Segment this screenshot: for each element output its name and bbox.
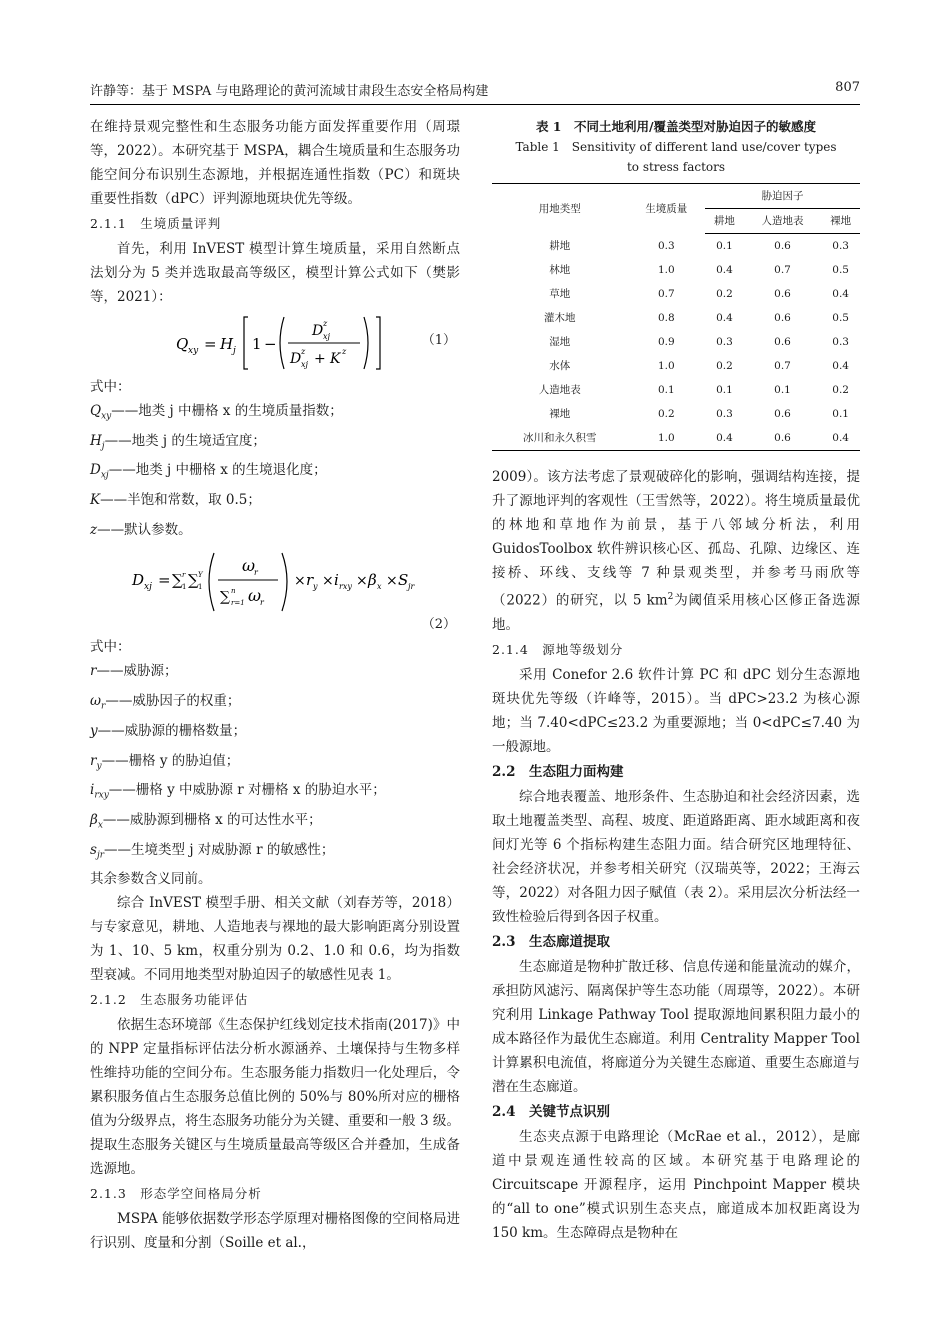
paragraph: 其余参数含义同前。 (90, 871, 212, 888)
table-subheader: 耕地 (705, 209, 744, 234)
table-1 (492, 183, 860, 451)
equation-1-number: （1） (421, 333, 456, 348)
table-cell: 人造地表 (538, 384, 581, 396)
definition-item (90, 659, 460, 689)
definition-item (90, 838, 460, 868)
table-cell: 0.6 (774, 336, 791, 348)
definition-symbol: H (90, 432, 102, 449)
section-heading-2-4: 2.4 关键节点识别 (492, 1103, 610, 1120)
section-heading-2-1-2: 2.1.2 生态服务功能评估 (90, 992, 249, 1008)
table-cell: 0.2 (716, 360, 733, 372)
svg-text:xj: xj (301, 360, 308, 369)
svg-text:jr: jr (408, 582, 415, 592)
svg-text:i: i (334, 571, 339, 590)
table-cell: 0.1 (716, 240, 733, 252)
table-cell: 0.1 (716, 384, 733, 396)
svg-text:β: β (368, 571, 377, 590)
definition-item (90, 749, 460, 779)
left-column (90, 115, 460, 1255)
definition-item (90, 458, 460, 488)
svg-text:r: r (260, 598, 264, 608)
definition-symbol: i (90, 782, 95, 799)
svg-text:r: r (254, 568, 258, 578)
definition-text: ——栅格 y 的胁迫值； (101, 752, 240, 769)
svg-text:z: z (342, 347, 347, 356)
table-subheader: 裸地 (821, 209, 860, 234)
definition-symbol: z (90, 521, 98, 538)
svg-text:∑: ∑ (188, 571, 199, 590)
table-cell: 0.3 (716, 408, 733, 420)
definition-text: ——地类 j 中栅格 x 的生境退化度； (108, 462, 327, 479)
equation-2-formula (130, 547, 470, 617)
svg-text:rxy: rxy (339, 582, 352, 592)
table-cell: 0.8 (657, 312, 675, 324)
table-cell: 裸地 (549, 408, 571, 420)
svg-text:z: z (323, 319, 328, 328)
table-cell: 1.0 (657, 360, 675, 372)
definition-subscript: x (97, 820, 103, 831)
svg-text:∑: ∑ (220, 589, 230, 606)
equation-2 (90, 547, 460, 635)
paragraph: MSPA 能够依据数学形态学原理对栅格图像的空间格局进行识别、度量和分割（Soille et al.， (90, 1211, 460, 1252)
section-heading-2-1-1: 2.1.1 生境质量评判 (90, 216, 222, 231)
svg-text:×: × (322, 573, 334, 590)
svg-text:z: z (301, 347, 306, 356)
definition-symbol: y (90, 722, 98, 739)
paragraph: 在维持景观完整性和生态服务功能方面发挥重要作用（周璟等，2022）。本研究基于 MSPA，耦合生境质量和生态服务功能空间分布识别生态源地，并根据连通性指数（PC）和斑块重要性指数（dPC）评判源地斑块优先等级。 (90, 119, 460, 207)
table-cell: 0.7 (657, 288, 675, 300)
table-1-caption-en-line1: Table 1 Sensitivity of different land use/cover types (515, 140, 837, 154)
table-cell: 0.6 (774, 288, 791, 300)
svg-text:ω: ω (248, 586, 262, 606)
definition-text: ——默认参数。 (97, 521, 192, 538)
table-row (492, 354, 860, 378)
definition-symbol: r (90, 752, 97, 769)
definition-text: ——威胁源到栅格 x 的可达性水平； (102, 811, 322, 828)
definition-subscript: y (96, 761, 102, 772)
table-cell: 0.2 (716, 288, 733, 300)
paragraph: 首先，利用 InVEST 模型计算生境质量，采用自然断点法划分为 5 类并选取最高等级区，模型计算公式如下（樊影等，2021）： (90, 241, 460, 305)
table-cell: 0.3 (716, 336, 733, 348)
definition-text: ——栅格 y 中威胁源 r 对栅格 x 的胁迫水平； (108, 782, 386, 799)
table-row (492, 426, 860, 451)
svg-text:j: j (233, 346, 236, 356)
paragraph: 2009）。该方法考虑了景观破碎化的影响，强调结构连接，提升了源地评判的客观性（王雪然等，2022）。将生境质量最优的林地和草地作为前景，基于八邻域分析法，利用 GuidosToolbox 软件辨识核心区、孤岛、孔隙、边缘区、连接桥、环线、支线等 7 种景观类型，并参考马雨欣等（2022）的研究，以 5 $km^2$为阈值采用核心区修正备选源地。 (492, 469, 861, 633)
paragraph: 采用 Conefor 2.6 软件计算 PC 和 dPC 划分生态源地斑块优先等级（许峰等，2015）。当 dPC>23.2 为核心源地；当 7.40<dPC≤23.2 为重要源地；当 0<dPC≤7.40 为一般源地。 (492, 666, 860, 755)
svg-text:ω: ω (242, 556, 256, 576)
where-label: 式中： (90, 639, 131, 656)
superscript: 2 (667, 592, 674, 602)
svg-text:K: K (330, 351, 341, 367)
table-row (492, 402, 860, 426)
svg-text:r: r (306, 571, 314, 590)
definition-text: ——威胁源； (96, 663, 178, 680)
table-header-type: 用地类型 (492, 184, 628, 234)
table-cell: 林地 (549, 264, 571, 276)
table-row (492, 330, 860, 354)
svg-text:=: = (204, 335, 217, 353)
header-rule (90, 104, 860, 105)
table-row (492, 306, 860, 330)
table-cell: 0.1 (657, 384, 675, 396)
section-heading-2-1-3: 2.1.3 形态学空间格局分析 (90, 1186, 262, 1202)
svg-text:S: S (398, 571, 409, 590)
svg-text:×: × (356, 573, 368, 590)
table-cell: 0.6 (774, 240, 791, 252)
table-cell: 0.7 (774, 264, 791, 276)
svg-text:y: y (313, 582, 318, 592)
definition-symbol: Q (90, 403, 102, 419)
definition-item (90, 778, 460, 808)
table-cell: 水体 (549, 360, 571, 372)
table-cell: 0.7 (774, 360, 791, 372)
table-cell: 0.4 (716, 312, 733, 324)
definition-item (90, 689, 460, 719)
definitions-list-1 (90, 399, 460, 547)
definition-item (90, 399, 460, 429)
table-cell: 湿地 (549, 336, 571, 348)
definition-subscript: j (101, 441, 105, 452)
paragraph: 依据生态环境部《生态保护红线划定技术指南(2017)》中的 NPP 定量指标评估法分析水源涵养、土壤保持与生物多样性维持功能的空间分布。生态服务能力指数归一化处理后，令累积服务值占生态服务总值比例的 50%与 80%所对应的栅格值为分级界点，将生态服务功能分为关键、重要和一般 3 级。提取生态服务关键区与生境质量最高等级区合并叠加，生成备选源地。 (90, 1017, 460, 1178)
svg-text:×: × (386, 573, 398, 590)
equation-2-number: （2） (421, 617, 456, 633)
svg-text:r: r (182, 571, 186, 580)
paragraph: 生态廊道是物种扩散迁移、信息传递和能量流动的媒介，承担防风滤污、隔离保护等生态功能（周璟等，2022）。本研究利用 Linkage Pathway Tool 提取源地间累积阻力最小的成本路径作为最优生态廊道。利用 Centrality Mapper Tool 计算累积电流值，将廊道分为关键生态廊道、重要生态廊道与潜在生态廊道。 (492, 958, 860, 1095)
svg-text:n: n (231, 587, 236, 596)
table-cell: 草地 (549, 288, 571, 300)
svg-text:×: × (294, 573, 306, 590)
definition-subscript: rxy (94, 790, 109, 801)
equation-1 (90, 309, 460, 375)
table-cell: 1.0 (657, 264, 675, 276)
svg-text:D: D (132, 571, 145, 590)
svg-text:xj: xj (144, 582, 152, 593)
table-cell: 0.4 (716, 264, 733, 276)
definition-subscript: xy (101, 411, 112, 422)
svg-text:xy: xy (188, 346, 199, 356)
table-cell: 0.3 (832, 240, 849, 252)
section-heading-2-1-4: 2.1.4 源地等级划分 (492, 641, 624, 657)
svg-text:r=1: r=1 (231, 599, 245, 608)
definition-item (90, 518, 460, 548)
running-header (90, 80, 860, 102)
definition-symbol: r (90, 663, 97, 680)
svg-text:1: 1 (252, 335, 262, 353)
table-1-body (492, 234, 860, 451)
svg-text:∑: ∑ (172, 571, 183, 590)
definition-item (90, 808, 460, 838)
svg-text:Q: Q (176, 335, 189, 353)
table-cell: 冰川和永久积雪 (492, 426, 628, 451)
table-cell: 0.1 (774, 384, 791, 396)
table-cell: 1.0 (628, 426, 705, 451)
table-1-caption-en-line2: to stress factors (626, 160, 726, 174)
paragraph: 综合地表覆盖、地形条件、生态胁迫和社会经济因素，选取土地覆盖类型、高程、坡度、距道路距离、距水域距离和夜间灯光等 6 个指标构建生态阻力面。结合研究区地理特征、社会经济状况，并参考相关研究（汉瑞英等，2022；王海云等，2022）对各阻力因子赋值（表 2）。采用层次分析法经一致性检验后得到各因子权重。 (492, 788, 860, 925)
table-cell: 耕地 (549, 239, 571, 252)
table-cell: 0.4 (821, 426, 860, 451)
table-cell: 0.5 (832, 264, 849, 276)
table-cell: 0.2 (657, 408, 675, 420)
table-cell: 0.4 (705, 426, 744, 451)
right-column (492, 115, 860, 1245)
svg-text:xj: xj (323, 332, 330, 341)
definition-symbol: β (90, 811, 98, 828)
svg-text:−: − (264, 335, 277, 353)
definition-text: ——半饱和常数，取 0.5； (100, 492, 261, 509)
definition-text: ——地类 j 中栅格 x 的生境质量指数； (111, 403, 343, 419)
definition-symbol: D (90, 462, 101, 479)
table-cell: 0.4 (832, 288, 849, 300)
definition-text: ——生境类型 j 对威胁源 r 的敏感性； (104, 841, 335, 858)
definition-item (90, 719, 460, 749)
svg-text:x: x (377, 582, 382, 592)
section-heading-2-3: 2.3 生态廊道提取 (492, 933, 610, 950)
definition-symbol: s (90, 841, 97, 858)
definition-text: ——威胁因子的权重； (105, 693, 241, 710)
definition-item (90, 429, 460, 459)
table-row (492, 282, 860, 306)
table-1-caption-cn: 表 1 不同土地利用/覆盖类型对胁迫因子的敏感度 (535, 119, 817, 134)
svg-text:+: + (314, 351, 326, 367)
table-subheader: 人造地表 (744, 209, 821, 234)
table-header-quality: 生境质量 (628, 184, 705, 234)
svg-text:1: 1 (198, 583, 203, 592)
definition-text: ——威胁源的栅格数量； (97, 722, 247, 739)
svg-text:H: H (220, 335, 234, 353)
paragraph: 综合 InVEST 模型手册、相关文献（刘春芳等，2018）与专家意见，耕地、人造地表与裸地的最大影响距离分别设置为 1、10、5 km，权重分别为 0.2、1.0 和 0.6，均为指数型衰减。不同用地类型对胁迫因子的敏感性见表 1。 (90, 895, 460, 984)
page-number: 807 (835, 80, 860, 95)
table-cell: 0.9 (657, 336, 675, 348)
table-row (492, 234, 860, 259)
definition-symbol: ω (90, 693, 102, 710)
definition-subscript: r (101, 701, 106, 712)
svg-text:1: 1 (182, 583, 187, 592)
definition-subscript: xj (100, 471, 109, 482)
svg-text:Y: Y (198, 571, 203, 580)
paragraph: 生态夹点源于电路理论（McRae et al.，2012），是廊道中景观连通性较高的区域。本研究基于电路理论的 Circuitscape 开源程序，运用 Pinchpoint Mapper 模块的“all to one”模式识别生态夹点，廊道成本加权距离设为 150 km。生态障碍点是物种在 (492, 1128, 860, 1241)
table-cell: 0.3 (657, 239, 675, 252)
table-cell: 0.5 (832, 312, 849, 324)
table-cell: 0.6 (774, 312, 791, 324)
where-label: 式中： (90, 379, 131, 395)
table-cell: 0.4 (832, 360, 849, 372)
table-row (492, 378, 860, 402)
definitions-list-2 (90, 659, 460, 867)
table-cell: 0.6 (744, 426, 821, 451)
definition-item (90, 488, 460, 518)
svg-text:D: D (290, 351, 302, 367)
svg-text:=: = (158, 571, 171, 590)
table-cell: 0.6 (774, 408, 791, 420)
section-heading-2-2: 2.2 生态阻力面构建 (492, 763, 624, 780)
definition-symbol: K (90, 492, 101, 509)
svg-text:D: D (312, 323, 324, 339)
table-cell: 0.1 (832, 408, 849, 420)
table-header-factor: 胁迫因子 (705, 184, 860, 209)
definition-subscript: jr (96, 850, 105, 861)
definition-text: ——地类 j 的生境适宜度； (104, 432, 266, 449)
table-cell: 0.2 (832, 384, 849, 396)
running-title: 许静等：基于 MSPA 与电路理论的黄河流域甘肃段生态安全格局构建 (90, 84, 489, 99)
table-cell: 灌木地 (544, 312, 576, 324)
table-cell: 0.3 (832, 336, 849, 348)
table-row (492, 258, 860, 282)
